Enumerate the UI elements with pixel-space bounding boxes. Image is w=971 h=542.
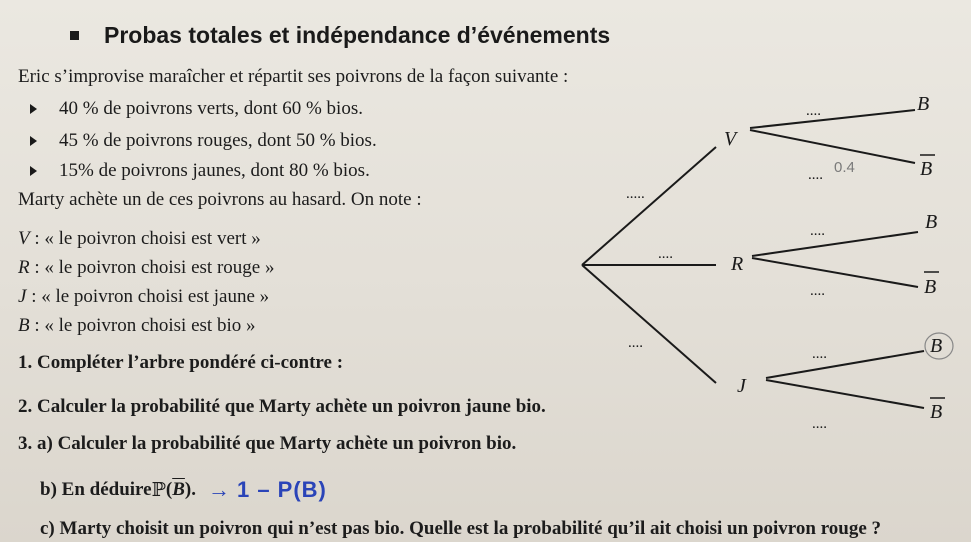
blank-p-r-bbar: .... <box>810 283 825 299</box>
blank-p-v-b: .... <box>806 103 821 119</box>
blank-p-v: ..... <box>626 186 645 202</box>
open-paren: ( <box>165 479 173 500</box>
blank-p-j-bbar: .... <box>812 416 827 432</box>
blank-p-r: .... <box>658 246 673 262</box>
node-v-b: B <box>917 93 930 115</box>
handwritten-arrow-icon: → <box>207 477 231 502</box>
close-paren: ). <box>184 479 196 500</box>
branch-j-b <box>766 351 924 378</box>
branch-j-bbar <box>766 380 924 408</box>
bullet-text: 45 % de poivrons rouges, dont 50 % bios. <box>59 130 377 151</box>
blank-p-j: .... <box>628 335 643 351</box>
blank-p-r-b: .... <box>810 223 825 239</box>
definition-text: : « le poivron choisi est jaune » <box>26 286 270 307</box>
blank-p-v-bbar: .... <box>808 167 823 183</box>
probability-symbol: ℙ <box>151 479 166 501</box>
question-3c: c) Marty choisit un poivron qui n’est pas bio. Quelle est la probabilité qu’il ait choisi un poivron rouge ? <box>40 518 882 539</box>
node-v-bbar: B <box>920 158 933 180</box>
bullet-text: 15% de poivrons jaunes, dont 80 % bios. <box>59 160 370 181</box>
node-r-bbar: B <box>924 276 937 298</box>
branch-root-v <box>582 147 716 265</box>
event-letter: B <box>18 315 30 336</box>
question-1: 1. Compléter l’arbre pondéré ci-contre : <box>18 352 344 373</box>
heading-text: Probas totales et indépendance d’événements <box>104 22 611 48</box>
branch-v-b <box>750 110 915 128</box>
node-j: J <box>737 375 746 397</box>
marty-sentence: Marty achète un de ces poivrons au hasard. On note : <box>18 189 422 210</box>
branch-r-bbar <box>752 258 918 287</box>
node-j-bbar: B <box>930 401 943 423</box>
branch-root-j <box>582 265 716 383</box>
question-2: 2. Calculer la probabilité que Marty achète un poivron jaune bio. <box>18 396 546 417</box>
b-bar-symbol: $\overline{B}$ <box>172 479 185 500</box>
branch-v-bbar <box>750 130 915 163</box>
node-v: V <box>724 128 737 150</box>
blank-p-j-b: .... <box>812 346 827 362</box>
question-3a: 3. a) Calculer la probabilité que Marty achète un poivron bio. <box>18 433 517 454</box>
event-letter: J <box>18 286 27 307</box>
event-letter: V <box>18 228 30 249</box>
definition-text: : « le poivron choisi est vert » <box>29 228 261 249</box>
pencil-note-v-bbar: 0.4 <box>834 159 855 176</box>
handwritten-answer: 1 – P(B) <box>236 477 327 502</box>
intro-sentence: Eric s’improvise maraîcher et répartit ses poivrons de la façon suivante : <box>18 66 569 87</box>
definition-text: : « le poivron choisi est rouge » <box>29 257 275 278</box>
event-letter: R <box>18 257 30 278</box>
node-j-b: B <box>930 335 943 357</box>
question-3b-prefix: b) En déduire <box>40 479 152 500</box>
node-r-b: B <box>925 211 938 233</box>
branch-r-b <box>752 232 918 256</box>
node-r: R <box>731 253 744 275</box>
bullet-text: 40 % de poivrons verts, dont 60 % bios. <box>59 98 363 119</box>
definition-text: : « le poivron choisi est bio » <box>29 315 256 336</box>
